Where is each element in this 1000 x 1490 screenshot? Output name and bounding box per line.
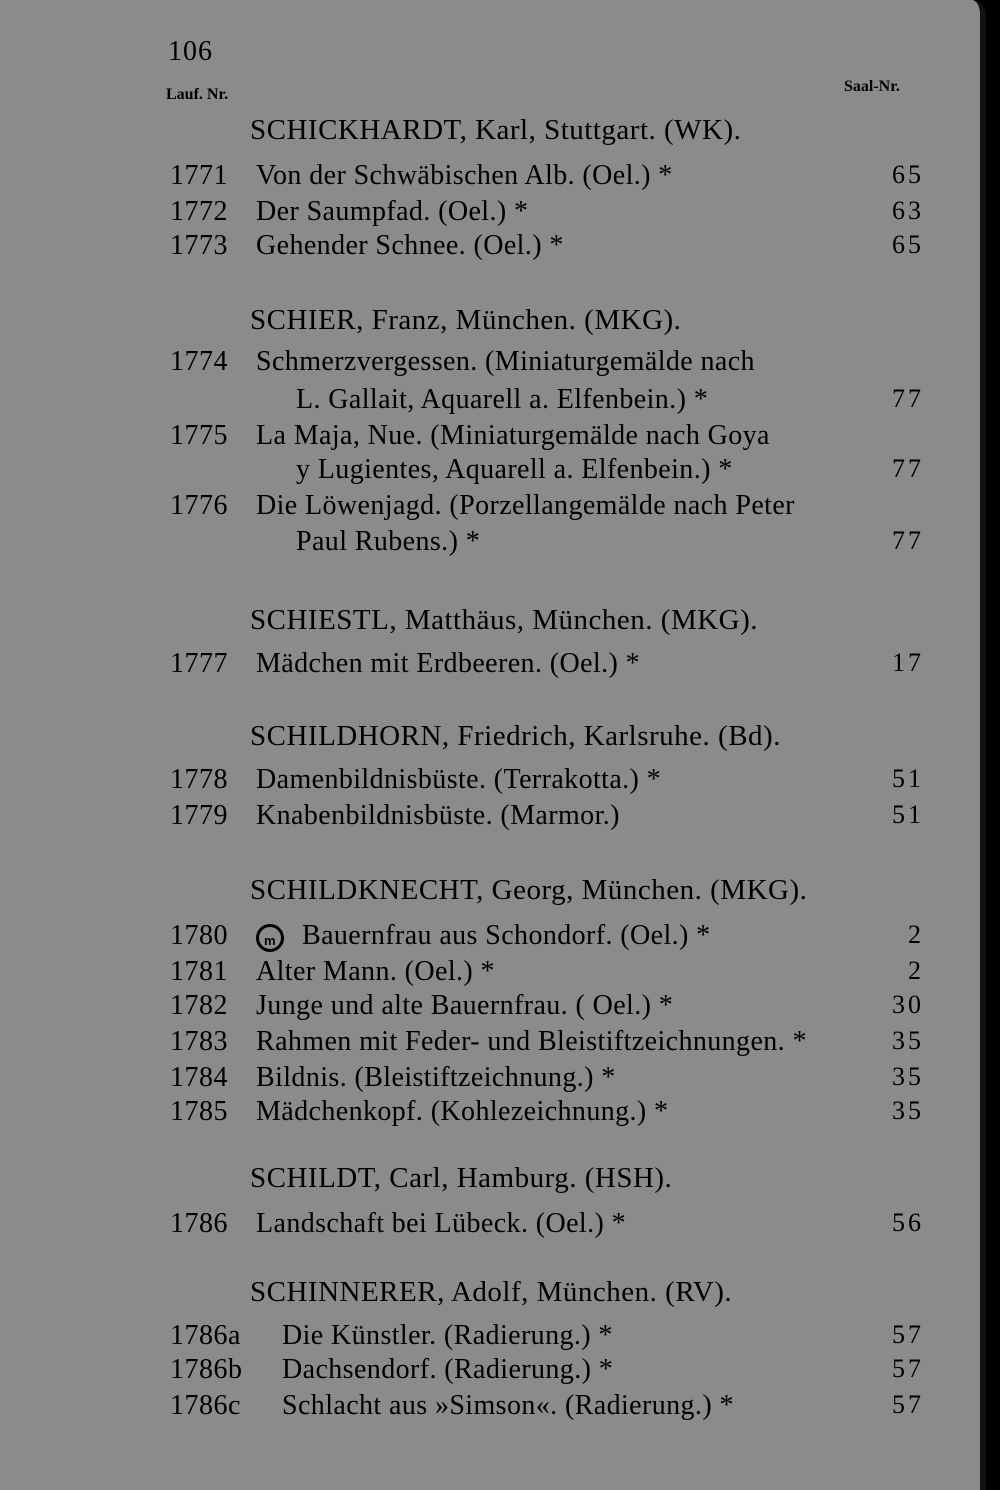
medal-mark-icon: m: [256, 924, 284, 952]
catalog-entry: [0, 420, 986, 458]
catalog-entry-continuation: [0, 384, 986, 422]
entry-room: 77: [892, 526, 924, 555]
entry-room: 2: [908, 956, 924, 985]
catalog-entry: [0, 230, 986, 268]
entry-room: 35: [892, 1026, 924, 1055]
column-header-lauf-nr: Lauf. Nr.: [166, 86, 229, 103]
entry-room: 65: [892, 160, 924, 189]
entry-title: [256, 920, 711, 952]
entry-room: 35: [892, 1096, 924, 1125]
entry-title: Schlacht aus »Simson«. (Radierung.) *: [282, 1390, 734, 1421]
entry-number: 1780: [170, 920, 228, 951]
entry-room: 57: [892, 1320, 924, 1349]
entry-title: Die Löwenjagd. (Porzellangemälde nach Peter: [256, 490, 795, 521]
entry-room: 35: [892, 1062, 924, 1091]
entry-title: Knabenbildnisbüste. (Marmor.): [256, 800, 620, 831]
entry-title: Rahmen mit Feder- und Bleistiftzeichnungen. *: [256, 1026, 807, 1057]
catalog-entry: [0, 1208, 986, 1246]
entry-room: 77: [892, 454, 924, 483]
catalog-entry: [0, 1062, 986, 1100]
entry-number: 1772: [170, 196, 228, 227]
catalog-entry: [0, 1390, 986, 1428]
entry-title: Bildnis. (Bleistiftzeichnung.) *: [256, 1062, 616, 1093]
catalog-entry: [0, 346, 986, 384]
entry-title: Dachsendorf. (Radierung.) *: [282, 1354, 614, 1385]
entry-title: Damenbildnisbüste. (Terrakotta.) *: [256, 764, 662, 795]
entry-room: 57: [892, 1354, 924, 1383]
entry-title-continuation: Paul Rubens.) *: [296, 526, 481, 557]
artist-heading: SCHINNERER, Adolf, München. (RV).: [250, 1276, 733, 1308]
artist-heading: SCHILDT, Carl, Hamburg. (HSH).: [250, 1162, 673, 1194]
entry-number: 1785: [170, 1096, 228, 1127]
entry-number: 1781: [170, 956, 228, 987]
entry-room: 30: [892, 990, 924, 1019]
entry-number: 1777: [170, 648, 228, 679]
catalog-entry: [0, 990, 986, 1028]
catalog-entry: [0, 1320, 986, 1358]
page-number: 106: [168, 36, 213, 67]
catalog-entry-continuation: [0, 454, 986, 492]
entry-number: 1786a: [170, 1320, 241, 1351]
entry-title: Die Künstler. (Radierung.) *: [282, 1320, 613, 1351]
catalog-entry-continuation: [0, 526, 986, 564]
catalog-entry: [0, 1026, 986, 1064]
entry-number: 1779: [170, 800, 228, 831]
entry-number: 1774: [170, 346, 228, 377]
entry-room: 17: [892, 648, 924, 677]
artist-heading: SCHIESTL, Matthäus, München. (MKG).: [250, 604, 759, 636]
entry-title: Alter Mann. (Oel.) *: [256, 956, 495, 987]
catalog-entry: [0, 648, 986, 686]
entry-number: 1773: [170, 230, 228, 261]
catalog-entry: [0, 764, 986, 802]
entry-title-text: Bauernfrau aus Schondorf. (Oel.) *: [302, 920, 711, 951]
entry-title: Landschaft bei Lübeck. (Oel.) *: [256, 1208, 627, 1239]
entry-title-continuation: L. Gallait, Aquarell a. Elfenbein.) *: [296, 384, 709, 415]
entry-number: 1776: [170, 490, 228, 521]
entry-number: 1771: [170, 160, 228, 191]
entry-number: 1786c: [170, 1390, 241, 1421]
entry-number: 1778: [170, 764, 228, 795]
entry-title: Von der Schwäbischen Alb. (Oel.) *: [256, 160, 673, 191]
catalog-entry: [0, 1096, 986, 1134]
entry-number: 1786: [170, 1208, 228, 1239]
entry-title: Mädchenkopf. (Kohlezeichnung.) *: [256, 1096, 669, 1127]
entry-room: 63: [892, 196, 924, 225]
entry-room: 56: [892, 1208, 924, 1237]
catalog-entry: [0, 800, 986, 838]
entry-number: 1775: [170, 420, 228, 451]
entry-number: 1782: [170, 990, 228, 1021]
catalog-entry: [0, 956, 986, 994]
catalog-entry: [0, 196, 986, 234]
artist-heading: SCHILDHORN, Friedrich, Karlsruhe. (Bd).: [250, 720, 781, 752]
catalog-entry: [0, 920, 986, 958]
artist-heading: SCHILDKNECHT, Georg, München. (MKG).: [250, 874, 808, 906]
entry-title: Junge und alte Bauernfrau. ( Oel.) *: [256, 990, 674, 1021]
entry-number: 1786b: [170, 1354, 243, 1385]
entry-room: 65: [892, 230, 924, 259]
entry-title: Schmerzvergessen. (Miniaturgemälde nach: [256, 346, 755, 377]
entry-room: 57: [892, 1390, 924, 1419]
entry-title: La Maja, Nue. (Miniaturgemälde nach Goya: [256, 420, 770, 451]
catalog-entry: [0, 1354, 986, 1392]
entry-room: 2: [908, 920, 924, 949]
column-header-saal-nr: Saal-Nr.: [844, 78, 900, 95]
entry-number: 1783: [170, 1026, 228, 1057]
entry-room: 51: [892, 764, 924, 793]
catalog-entry: [0, 490, 986, 528]
entry-title-continuation: y Lugientes, Aquarell a. Elfenbein.) *: [296, 454, 733, 485]
entry-number: 1784: [170, 1062, 228, 1093]
entry-title: Der Saumpfad. (Oel.) *: [256, 196, 529, 227]
catalog-entry: [0, 160, 986, 198]
entry-title: Mädchen mit Erdbeeren. (Oel.) *: [256, 648, 641, 679]
entry-room: 51: [892, 800, 924, 829]
entry-title: Gehender Schnee. (Oel.) *: [256, 230, 564, 261]
artist-heading: SCHICKHARDT, Karl, Stuttgart. (WK).: [250, 114, 742, 146]
entry-room: 77: [892, 384, 924, 413]
artist-heading: SCHIER, Franz, München. (MKG).: [250, 304, 682, 336]
